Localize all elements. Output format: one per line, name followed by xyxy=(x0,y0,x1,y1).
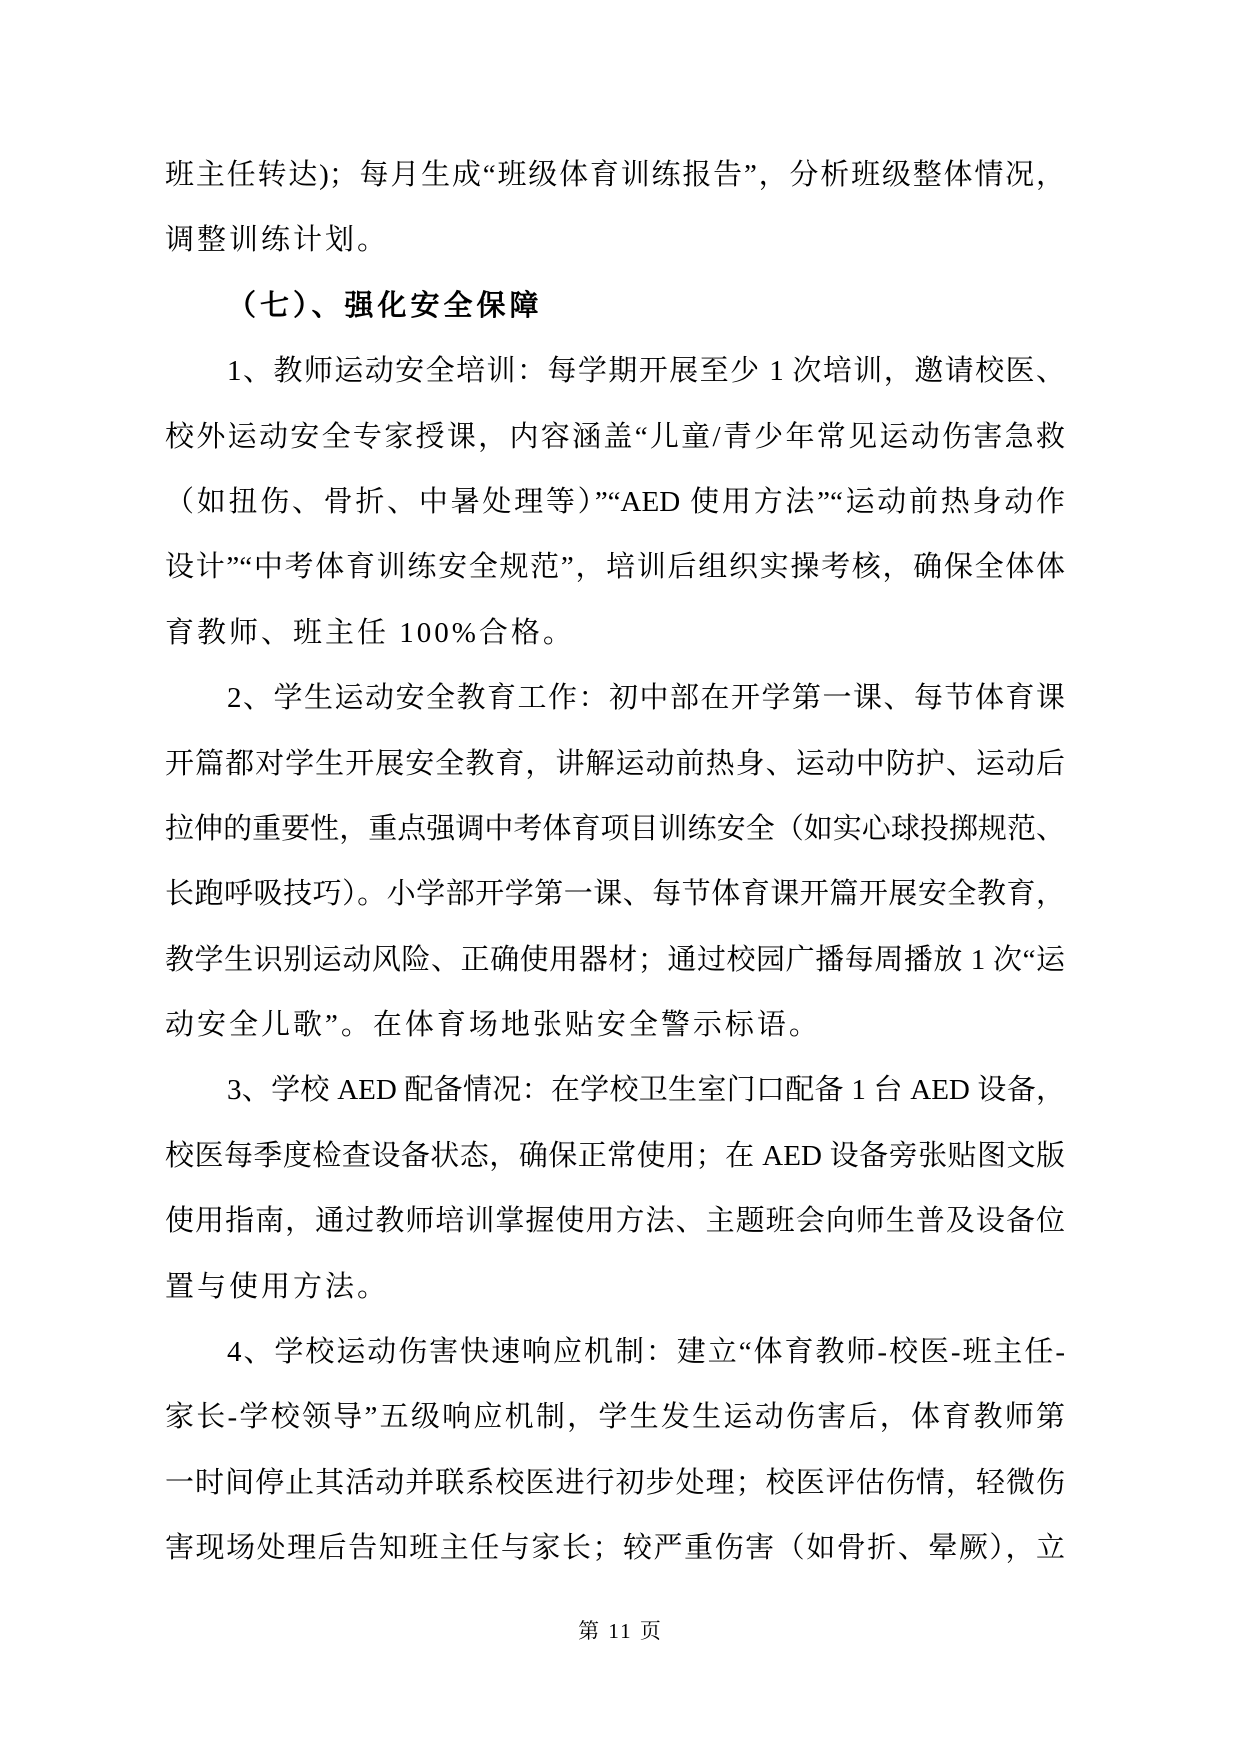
text-line: 害现场处理后告知班主任与家长；较严重伤害（如骨折、晕厥），立 xyxy=(165,1532,1065,1565)
text-line: 开篇都对学生开展安全教育，讲解运动前热身、运动中防护、运动后 xyxy=(165,747,1065,780)
text-line: 使用指南，通过教师培训掌握使用方法、主题班会向师生普及设备位 xyxy=(165,1205,1065,1238)
text-line: 置与使用方法。 xyxy=(165,1270,390,1303)
text-line: 教学生识别运动风险、正确使用器材；通过校园广播每周播放 1 次“运 xyxy=(165,943,1065,976)
section-heading: （七）、强化安全保障 xyxy=(227,289,543,322)
text-line: 班主任转达)；每月生成“班级体育训练报告”，分析班级整体情况， xyxy=(165,159,1065,191)
text-line: 拉伸的重要性，重点强调中考体育项目训练安全（如实心球投掷规范、 xyxy=(165,812,1065,845)
text-line: 设计”“中考体育训练安全规范”，培训后组织实操考核，确保全体体 xyxy=(165,551,1065,584)
text-line: 调整训练计划。 xyxy=(165,224,390,257)
page-body xyxy=(165,143,1065,1582)
text-line: 家长-学校领导”五级响应机制，学生发生运动伤害后，体育教师第 xyxy=(165,1401,1065,1434)
text-line: 4、学校运动伤害快速响应机制：建立“体育教师-校医-班主任- xyxy=(227,1336,1065,1369)
text-line: 长跑呼吸技巧）。小学部开学第一课、每节体育课开篇开展安全教育， xyxy=(165,878,1065,911)
text-line: （如扭伤、骨折、中暑处理等）”“AED 使用方法”“运动前热身动作 xyxy=(165,485,1065,518)
text-line: 3、学校 AED 配备情况：在学校卫生室门口配备 1 台 AED 设备， xyxy=(227,1074,1065,1107)
text-line: 校医每季度检查设备状态，确保正常使用；在 AED 设备旁张贴图文版 xyxy=(165,1139,1065,1172)
text-line: 1、教师运动安全培训：每学期开展至少 1 次培训，邀请校医、 xyxy=(227,355,1065,388)
text-line: 2、学生运动安全教育工作：初中部在开学第一课、每节体育课 xyxy=(227,682,1065,715)
page-number: 第 11 页 xyxy=(578,1619,663,1643)
text-line: 动安全儿歌”。在体育场地张贴安全警示标语。 xyxy=(165,1009,821,1042)
text-line: 校外运动安全专家授课，内容涵盖“儿童/青少年常见运动伤害急救 xyxy=(165,420,1065,453)
text-line: 一时间停止其活动并联系校医进行初步处理；校医评估伤情，轻微伤 xyxy=(165,1466,1065,1499)
text-line: 育教师、班主任 100%合格。 xyxy=(165,616,575,649)
